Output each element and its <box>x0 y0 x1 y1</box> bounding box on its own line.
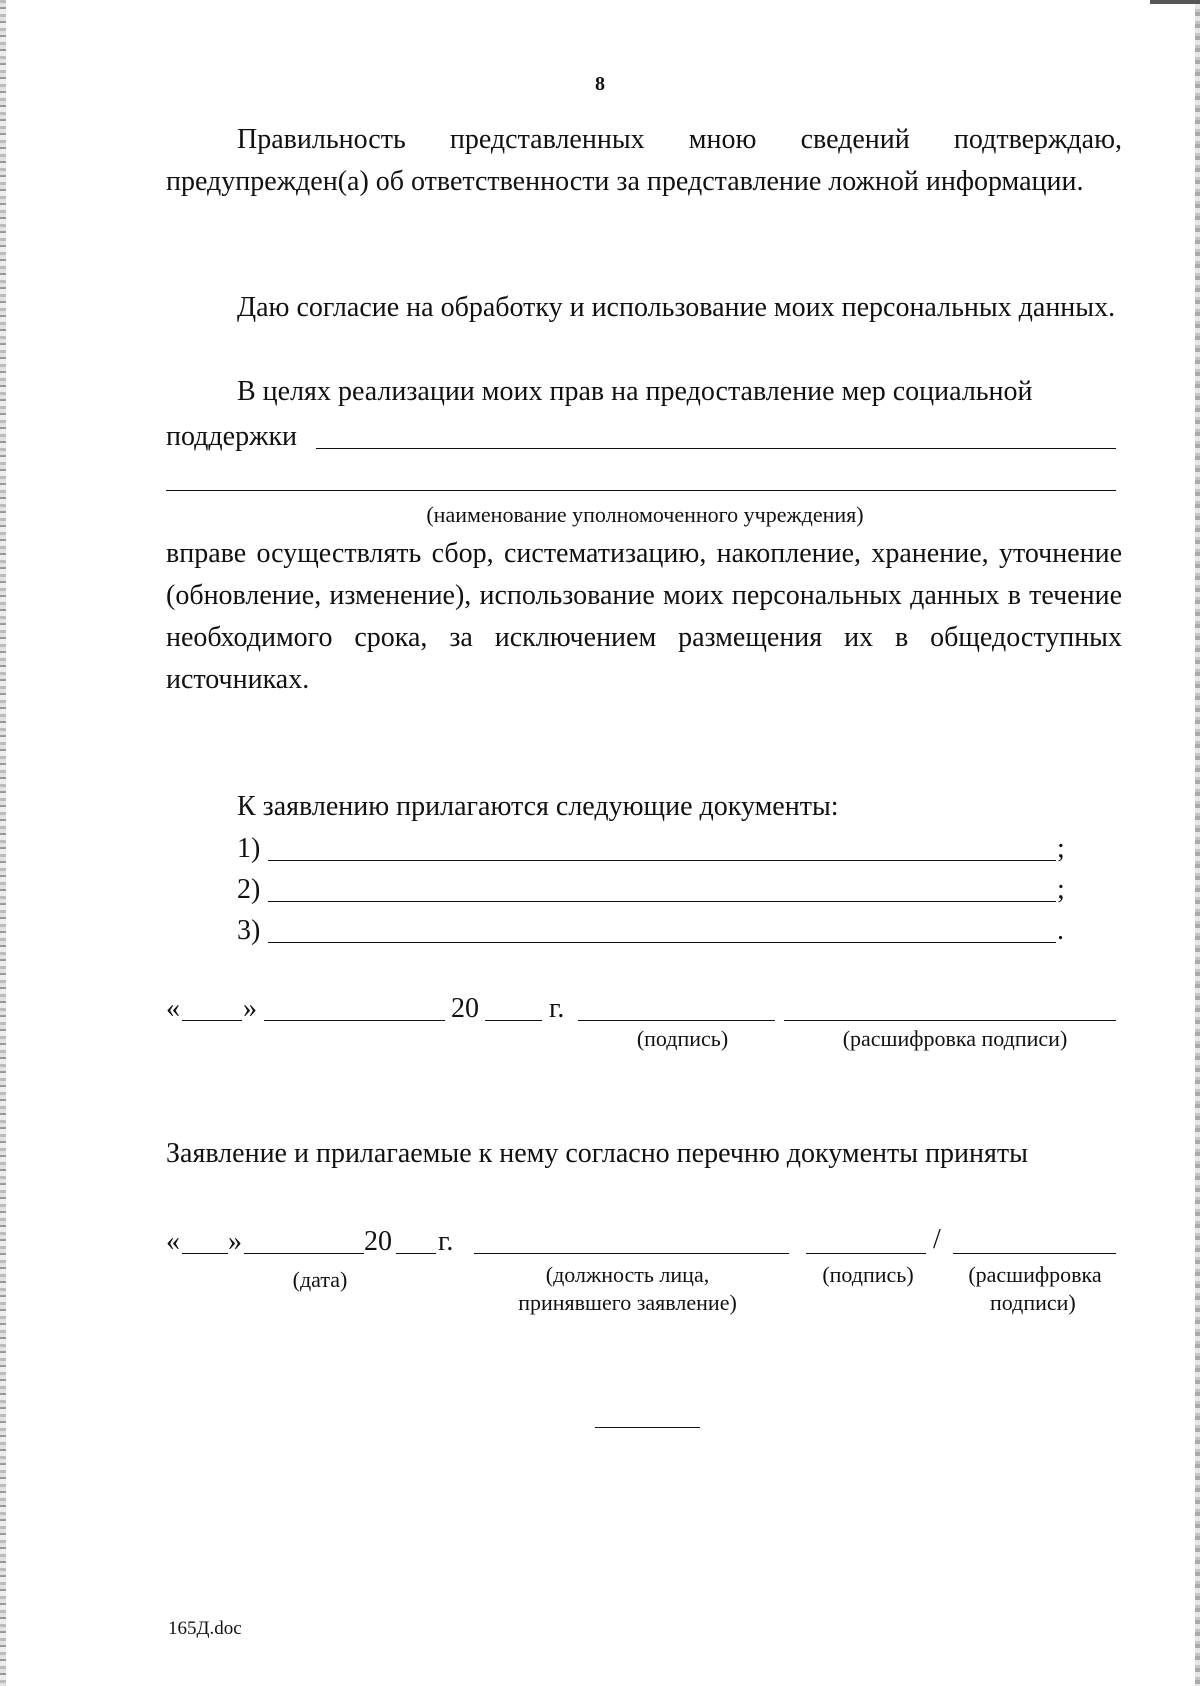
attachment-end-3: . <box>1057 915 1064 946</box>
attachments-heading: К заявлению прилагаются следующие документы: <box>237 791 839 822</box>
date-day-field[interactable] <box>182 1020 242 1021</box>
accept-day-field[interactable] <box>182 1253 228 1254</box>
date-open-quote: « <box>166 993 180 1024</box>
accept-decoding-caption-line-1: (расшифровка <box>968 1262 1102 1287</box>
institution-field-line-1[interactable] <box>316 448 1116 449</box>
confirmation-paragraph: Правильность представленных мною сведений подтверждаю, предупрежден(а) об ответственности за представление ложной информации. <box>166 124 1122 197</box>
accept-year-suffix: г. <box>438 1226 454 1257</box>
accept-year-field[interactable] <box>396 1253 436 1254</box>
accept-month-field[interactable] <box>244 1253 364 1254</box>
scan-edge-left <box>0 0 6 1686</box>
year-suffix: г. <box>549 993 565 1024</box>
acceptance-statement: Заявление и прилагаемые к нему согласно перечню документы приняты <box>166 1138 1028 1169</box>
applicant-signature-field[interactable] <box>578 1020 775 1021</box>
accept-date-caption: (дата) <box>292 1267 348 1292</box>
rights-paragraph: вправе осуществлять сбор, систематизацию, накопление, хранение, уточнение (обновление, изменение), использование моих персональных данных в течение необходимого срока, за исключением размещения их в общедоступных источниках. <box>166 538 1122 695</box>
scan-edge-right <box>1195 0 1200 1686</box>
institution-field-line-2[interactable] <box>166 490 1116 491</box>
accepting-official-decoding-field[interactable] <box>953 1253 1116 1254</box>
purpose-word: поддержки <box>166 421 298 452</box>
attachment-end-2: ; <box>1057 874 1065 905</box>
accepting-official-signature-field[interactable] <box>806 1253 926 1254</box>
date-month-field[interactable] <box>264 1020 445 1021</box>
scan-edge-top <box>1150 0 1200 4</box>
accept-decoding-caption-line-2: подписи) <box>990 1290 1076 1315</box>
attachment-number-2: 2) <box>237 874 261 905</box>
accepting-official-position-field[interactable] <box>474 1253 789 1254</box>
purpose-paragraph: В целях реализации моих прав на предоставление мер социальной <box>237 376 1033 407</box>
year-prefix: 20 <box>451 993 479 1024</box>
attachment-field-3[interactable] <box>268 942 1056 943</box>
accept-signature-caption: (подпись) <box>822 1262 914 1287</box>
footer-filename: 165Д.doc <box>168 1618 242 1639</box>
attachment-number-3: 3) <box>237 915 261 946</box>
institution-caption: (наименование уполномоченного учреждения) <box>426 502 864 527</box>
attachment-end-1: ; <box>1057 833 1065 864</box>
date-close-quote: » <box>243 993 257 1024</box>
applicant-decoding-field[interactable] <box>784 1020 1116 1021</box>
slash-separator: / <box>933 1224 941 1255</box>
consent-paragraph: Даю согласие на обработку и использование моих персональных данных. <box>237 292 1116 323</box>
position-caption-line-1: (должность лица, <box>545 1262 710 1287</box>
position-caption-line-2: принявшего заявление) <box>518 1290 737 1315</box>
date-year-field[interactable] <box>485 1020 542 1021</box>
end-separator-line <box>595 1427 700 1428</box>
attachment-field-2[interactable] <box>268 901 1056 902</box>
page-number: 8 <box>595 73 605 95</box>
signature-caption: (подпись) <box>636 1026 729 1051</box>
accept-date-open-quote: « <box>166 1226 180 1257</box>
attachment-field-1[interactable] <box>268 860 1056 861</box>
accept-date-close-quote: » <box>228 1226 242 1257</box>
attachment-number-1: 1) <box>237 833 261 864</box>
accept-year-prefix: 20 <box>364 1226 392 1257</box>
decoding-caption: (расшифровка подписи) <box>842 1026 1068 1051</box>
